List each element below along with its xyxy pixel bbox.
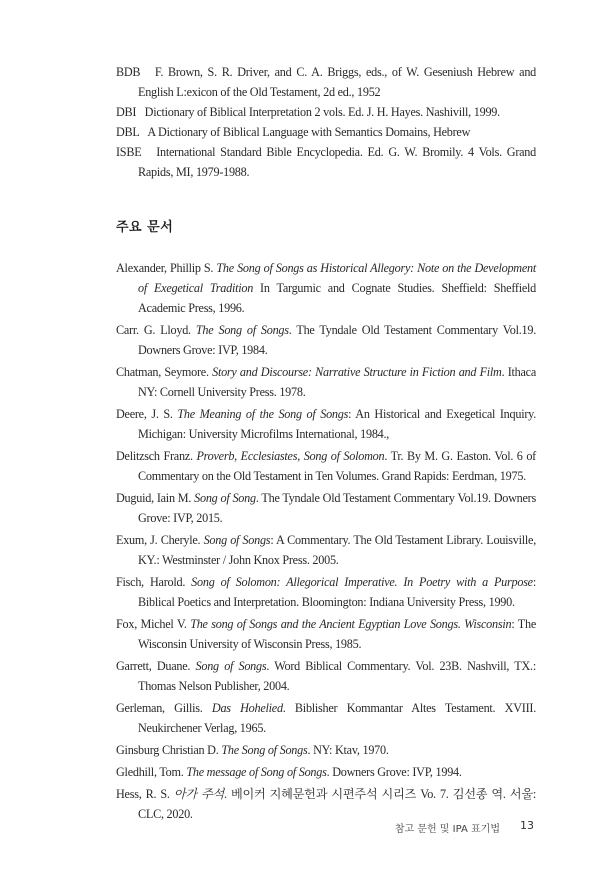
- abbreviation-text: A Dictionary of Biblical Language with Semantics Domains, Hebrew: [147, 125, 471, 139]
- abbreviation-code: BDB: [116, 65, 141, 79]
- entry-title: The Song of Songs: [195, 323, 289, 337]
- entry-author: Garrett, Duane.: [116, 659, 196, 673]
- entry-author: Alexander, Phillip S.: [116, 261, 217, 275]
- entry-details: . NY: Ktav, 1970.: [307, 743, 389, 757]
- abbreviation-code: DBL: [116, 125, 140, 139]
- abbreviation-code: DBI: [116, 105, 137, 119]
- entry-author: Gerleman, Gillis.: [116, 701, 212, 715]
- bibliography-entry: [116, 258, 536, 318]
- entry-details: . 베이커 지혜문헌과 시편주석 시리즈 Vo. 7. 김선종 역. 서울: CLC, 2020.: [138, 787, 536, 821]
- abbreviation-code: ISBE: [116, 145, 142, 159]
- entry-details: : Biblical Poetics and Interpretation. Bloomington: Indiana University Press, 1990.: [138, 575, 536, 609]
- entry-author: Exum, J. Cheryle.: [116, 533, 204, 547]
- entry-title: Das Hohelied: [211, 701, 283, 715]
- bibliography-entry: [116, 446, 536, 486]
- entry-details: . Tr. By M. G. Easton. Vol. 6 of Commentary on the Old Testament in Ten Volumes. Grand Rapids: Eerdman, 1975.: [138, 449, 536, 483]
- section-title: 주요 문서: [116, 220, 174, 235]
- abbreviation-entry: [116, 142, 536, 182]
- abbreviation-entry: [116, 102, 536, 122]
- bibliography-entry: [116, 614, 536, 654]
- abbreviation-text: International Standard Bible Encyclopedia. Ed. G. W. Bromily. 4 Vols. Grand Rapids, MI, 1979-1988.: [138, 145, 536, 179]
- bibliography-entry: [116, 784, 536, 824]
- entry-title: The Song of Songs as Historical Allegory: Note on the Development of Exegetical Tradition: [138, 261, 536, 295]
- bibliography-list: [116, 258, 536, 826]
- bibliography-entry: [116, 404, 536, 444]
- entry-title: Song of Songs: [203, 533, 271, 547]
- bibliography-entry: [116, 572, 536, 612]
- page-footer: [0, 820, 600, 840]
- entry-title: The Meaning of the Song of Songs: [177, 407, 349, 421]
- bibliography-entry: [116, 656, 536, 696]
- entry-title: Story and Discourse: Narrative Structure in Fiction and Film: [212, 365, 502, 379]
- entry-author: Duguid, Iain M.: [116, 491, 195, 505]
- entry-details: . The Tyndale Old Testament Commentary Vol.19. Downers Grove: IVP, 2015.: [138, 491, 536, 525]
- bibliography-entry: [116, 762, 536, 782]
- entry-details: . Downers Grove: IVP, 1994.: [326, 765, 462, 779]
- entry-author: Fox, Michel V.: [116, 617, 191, 631]
- page-number: 13: [520, 819, 534, 832]
- entry-author: Delitzsch Franz.: [116, 449, 197, 463]
- entry-details: . Word Biblical Commentary. Vol. 23B. Nashvill, TX.: Thomas Nelson Publisher, 2004.: [138, 659, 536, 693]
- abbreviation-text: Dictionary of Biblical Interpretation 2 vols. Ed. J. H. Hayes. Nashivill, 1999.: [144, 105, 500, 119]
- entry-title: The song of Songs and the Ancient Egyptian Love Songs. Wisconsin: [190, 617, 512, 631]
- entry-title: Song of Songs: [195, 659, 267, 673]
- entry-details: . Biblisher Kommantar Altes Testament. XVIII. Neukirchener Verlag, 1965.: [138, 701, 537, 735]
- bibliography-entry: [116, 530, 536, 570]
- entry-details: : A Commentary. The Old Testament Library. Louisville, KY.: Westminster / John Knox Press. 2005.: [138, 533, 536, 567]
- entry-author: Carr. G. Lloyd.: [116, 323, 196, 337]
- running-title: 참고 문헌 및 IPA 표기법: [394, 824, 500, 835]
- entry-author: Deere, J. S.: [116, 407, 178, 421]
- abbreviation-entry: [116, 62, 536, 102]
- entry-details: : An Historical and Exegetical Inquiry. Michigan: University Microfilms International, 1984.,: [138, 407, 536, 441]
- entry-details: . Ithaca NY: Cornell University Press. 1978.: [138, 365, 536, 399]
- entry-title: Song of Song: [194, 491, 256, 505]
- entry-details: : The Wisconsin University of Wisconsin Press, 1985.: [138, 617, 536, 651]
- bibliography-entry: [116, 320, 536, 360]
- entry-author: Ginsburg Christian D.: [116, 743, 222, 757]
- entry-details: In Targumic and Cognate Studies. Sheffield: Sheffield Academic Press, 1996.: [138, 281, 536, 315]
- entry-author: Chatman, Seymore.: [116, 365, 213, 379]
- entry-details: . The Tyndale Old Testament Commentary Vol.19. Downers Grove: IVP, 1984.: [138, 323, 536, 357]
- entry-title: The message of Song of Songs: [186, 765, 327, 779]
- entry-author: Hess, R. S.: [116, 787, 174, 801]
- bibliography-entry: [116, 488, 536, 528]
- entry-title: Proverb, Ecclesiastes, Song of Solomon: [196, 449, 385, 463]
- bibliography-entry: [116, 362, 536, 402]
- entry-title: The Song of Songs: [221, 743, 308, 757]
- entry-author: Gledhill, Tom.: [116, 765, 187, 779]
- bibliography-entry: [116, 698, 536, 738]
- abbreviation-entry: [116, 122, 536, 142]
- entry-title: Song of Solomon: Allegorical Imperative. In Poetry with a Purpose: [191, 575, 533, 589]
- abbreviation-list: [116, 62, 536, 182]
- entry-title: 아가 주석: [173, 787, 225, 801]
- abbreviation-text: F. Brown, S. R. Driver, and C. A. Briggs, eds., of W. Geseniush Hebrew and English L:exicon of the Old Testament, 2d ed., 1952: [138, 65, 537, 99]
- bibliography-entry: [116, 740, 536, 760]
- entry-author: Fisch, Harold.: [116, 575, 192, 589]
